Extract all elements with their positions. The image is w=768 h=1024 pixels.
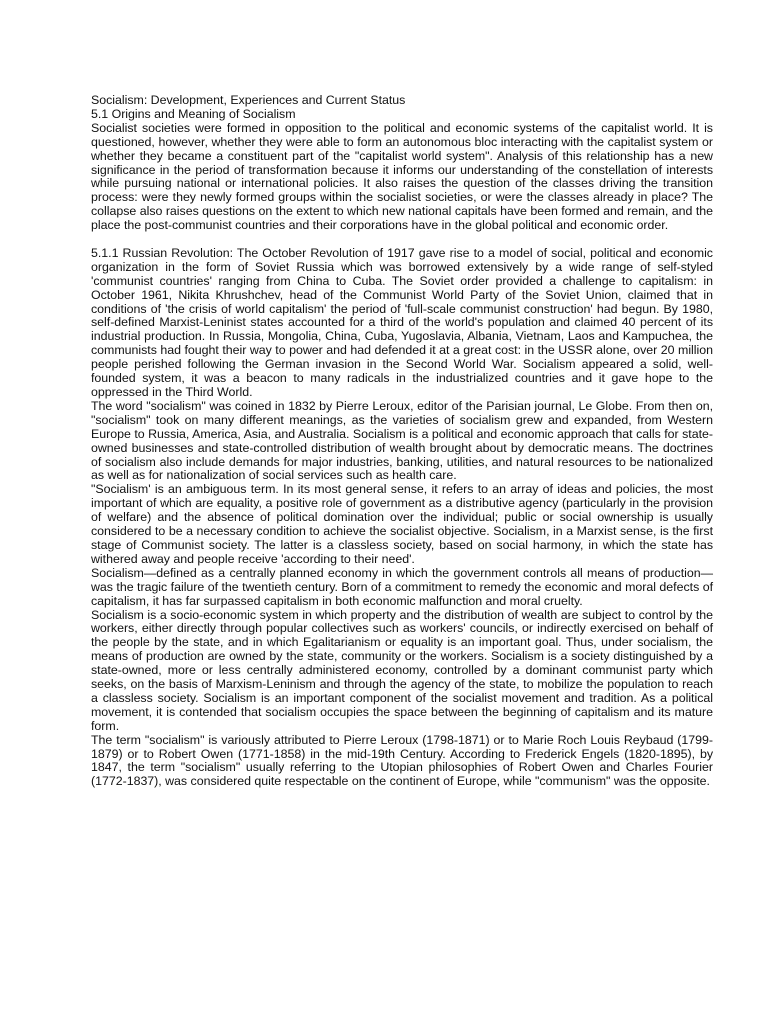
paragraph-socio-economic-system: Socialism is a socio-economic system in which property and the distribution of wealth are subject to control by the workers, either directly through popular collectives such as workers' councils, or indirectly exercised on behalf of the people by the state, and in which Egalitarianism or equality is an important goal. Thus, under socialism, the means of production are owned by the state, community or the workers. Socialism is a society distinguished by a state-owned, more or less centrally administered economy, controlled by a dominant communist party which seeks, on the basis of Marxism-Leninism and through the agency of the state, to mobilize the population to reach a classless society. Socialism is an important component of the socialist movement and tradition. As a political movement, it is contended that socialism occupies the space between the beginning of capitalism and its mature form. xyxy=(91,607,713,733)
paragraph-spacer xyxy=(91,233,713,247)
paragraph-term-attribution: The term "socialism" is variously attributed to Pierre Leroux (1798-1871) or to Marie Roch Louis Reybaud (1799-1879) or to Robert Owen (1771-1858) in the mid-19th Century. According to Frederick Engels (1820-1895), by 1847, the term "socialism" usually referring to the Utopian philosophies of Robert Owen and Charles Fourier (1772-1837), was considered quite respectable on the continent of Europe, while "communism" was the opposite. xyxy=(91,732,713,789)
paragraph-ambiguous-term: "Socialism' is an ambiguous term. In its most general sense, it refers to an array of ideas and policies, the most important of which are equality, a positive role of government as a distributive agency (particularly in the provision of welfare) and the absence of political domination over the individual; public or social ownership is usually considered to be a necessary condition to achieve the socialist objective. Socialism, in a Marxist sense, is the first stage of Communist society. The latter is a classless society, based on social harmony, in which the state has withered away and people receive 'according to their need'. xyxy=(91,482,713,566)
section-heading: 5.1 Origins and Meaning of Socialism xyxy=(91,106,296,121)
document-page xyxy=(91,94,713,789)
paragraph-planned-economy: Socialism—defined as a centrally planned economy in which the government controls all means of production—was the tragic failure of the twentieth century. Born of a commitment to remedy the economic and moral defects of capitalism, it has far surpassed capitalism in both economic malfunction and moral cruelty. xyxy=(91,565,713,608)
paragraph-word-socialism: The word "socialism" was coined in 1832 by Pierre Leroux, editor of the Parisian journal, Le Globe. From then on, "socialism" took on many different meanings, as the varieties of socialism grew and expanded, from Western Europe to Russia, America, Asia, and Australia. Socialism is a political and economic approach that calls for state-owned businesses and state-controlled distribution of wealth brought about by democratic means. The doctrines of socialism also include demands for major industries, banking, utilities, and natural resources to be nationalized as well as for nationalization of social services such as health care. xyxy=(91,398,713,483)
document-title: Socialism: Development, Experiences and Current Status xyxy=(91,93,406,107)
paragraph-intro: Socialist societies were formed in opposition to the political and economic systems of the capitalist world. It is questioned, however, whether they were able to form an autonomous bloc interacting with the capitalist system or whether they became a constituent part of the "capitalist world system". Analysis of this relationship has a new significance in the period of transformation because it informs our understanding of the constellation of interests while pursuing national or international policies. It also raises the question of the classes driving the transition process: were they newly formed groups within the socialist societies, or were the classes already in place? The collapse also raises questions on the extent to which new national capitals have been formed and remain, and the place the post-communist countries and their corporations have in the global political and economic order. xyxy=(91,120,713,233)
paragraph-russian-revolution: 5.1.1 Russian Revolution: The October Revolution of 1917 gave rise to a model of social, political and economic organization in the form of Soviet Russia which was borrowed extensively by a wide range of self-styled 'communist countries' ranging from China to Cuba. The Soviet order provided a challenge to capitalism: in October 1961, Nikita Khrushchev, head of the Communist World Party of the Soviet Union, claimed that in conditions of 'the crisis of world capitalism' the period of 'full-scale communist construction' had begun. By 1980, self-defined Marxist-Leninist states accounted for a third of the world's population and claimed 40 percent of its industrial production. In Russia, Mongolia, China, Cuba, Yugoslavia, Albania, Vietnam, Laos and Kampuchea, the communists had fought their way to power and had defended it at a great cost: in the USSR alone, over 20 million people perished following the German invasion in the Second World War. Socialism appeared a solid, well-founded system, it was a beacon to many radicals in the industrialized countries and it gave hope to the oppressed in the Third World. xyxy=(91,245,713,400)
